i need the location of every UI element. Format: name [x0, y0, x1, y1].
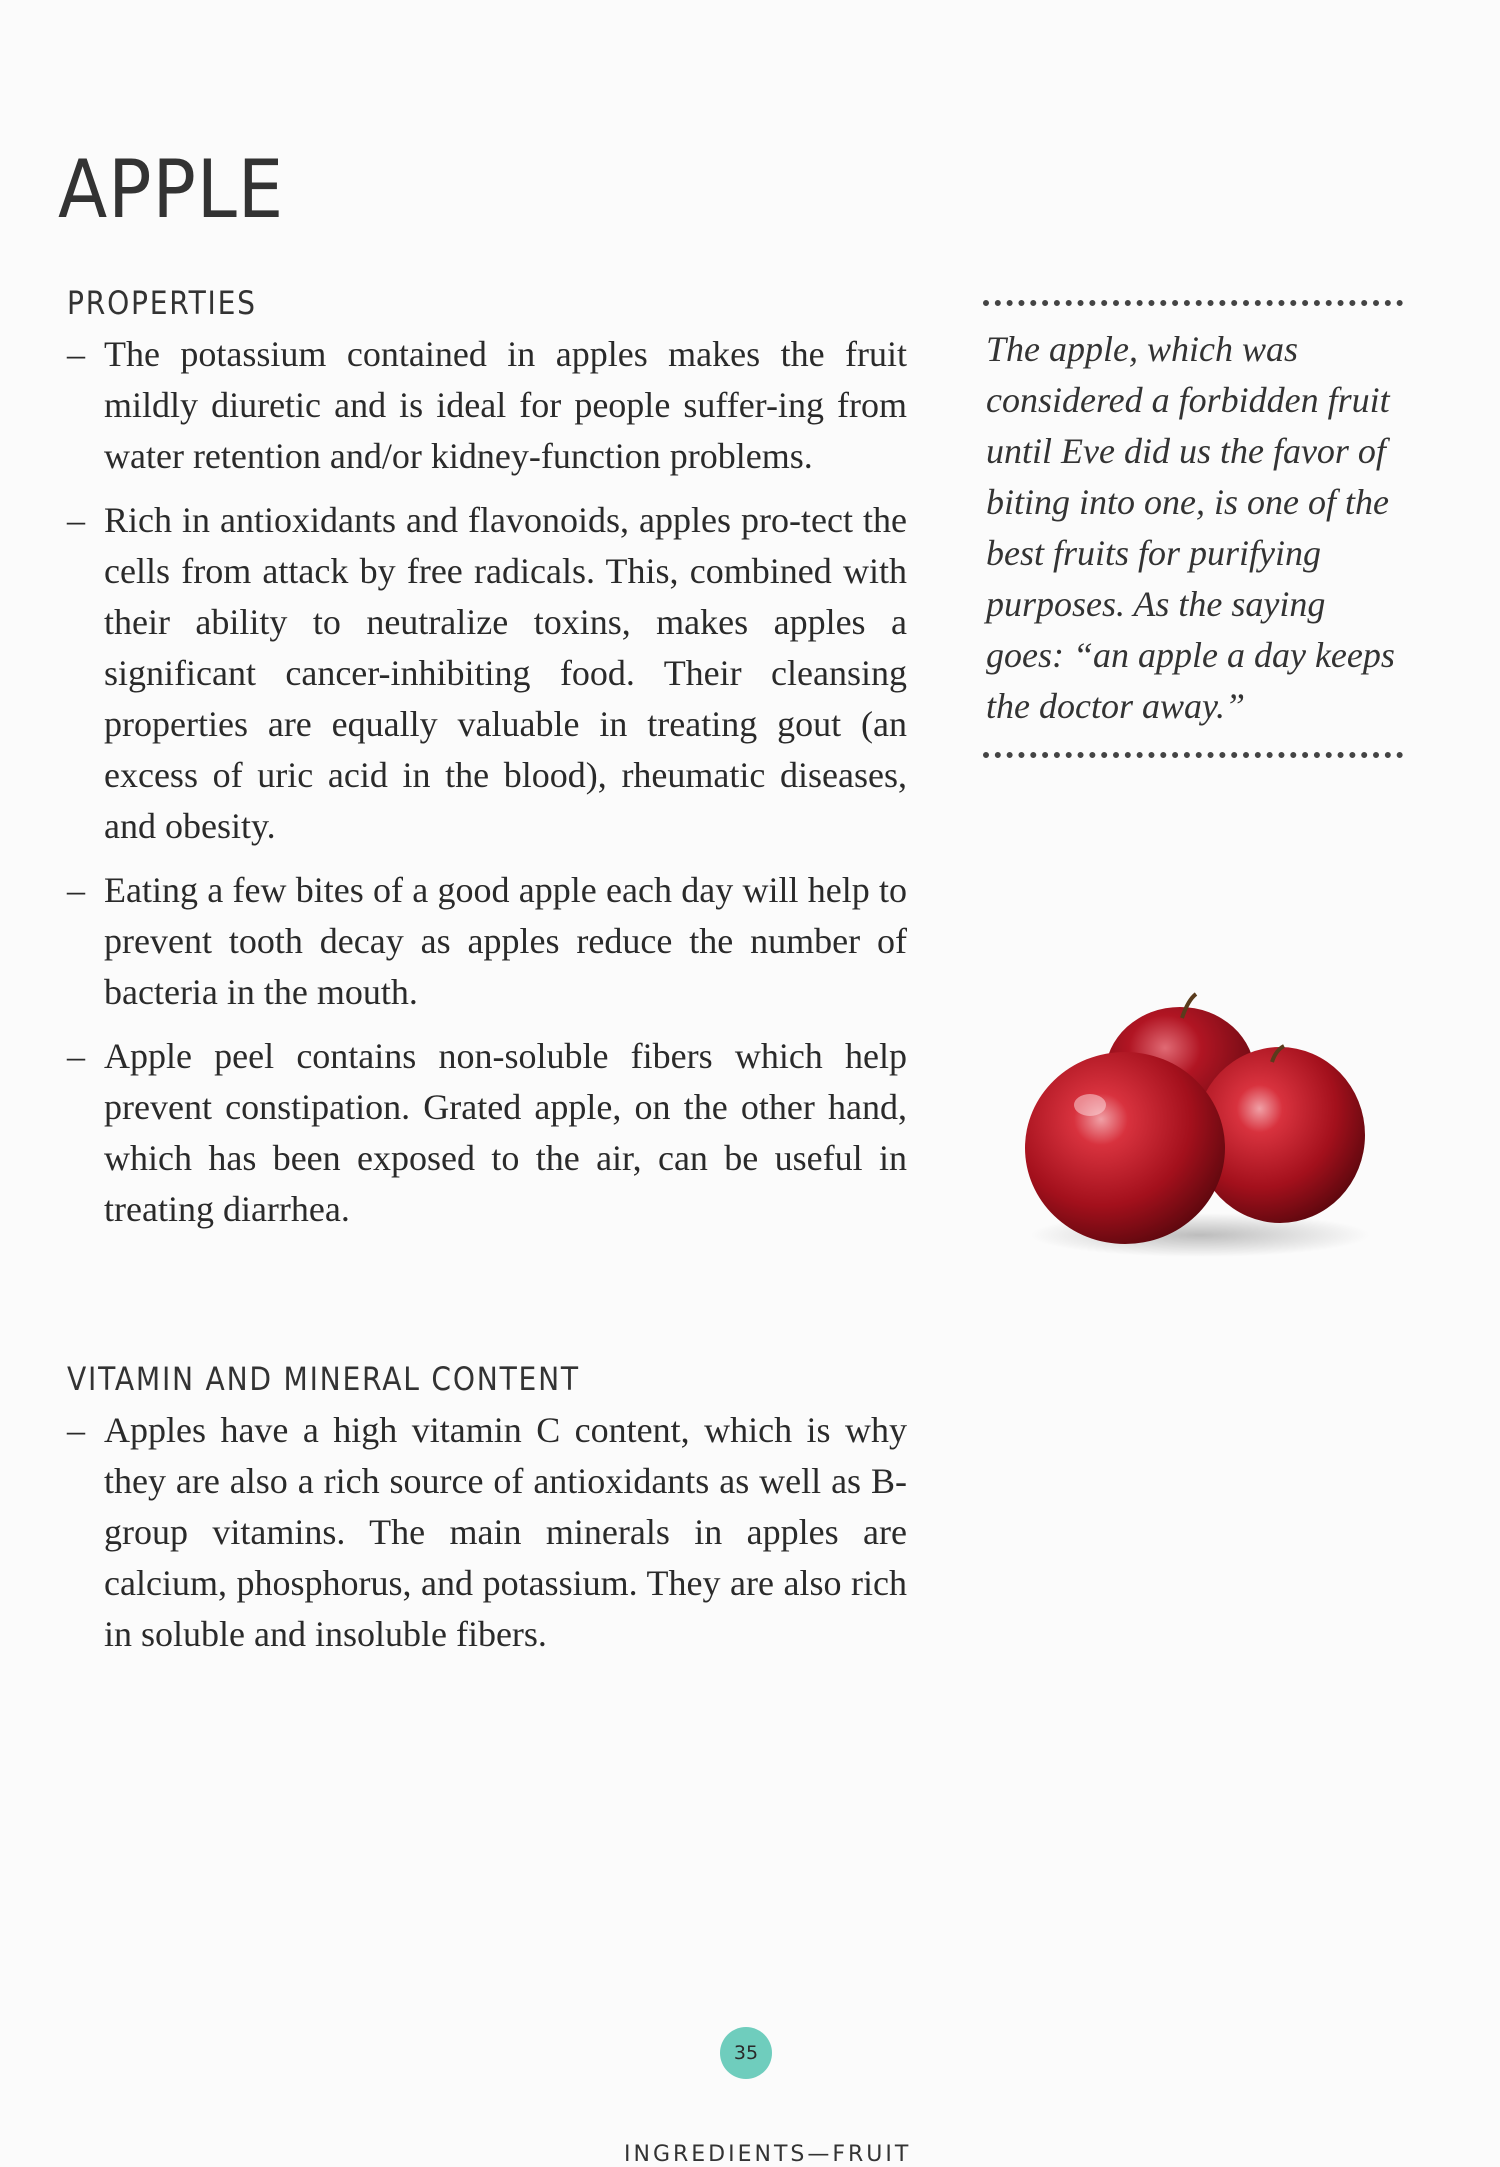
apples-photo: [1010, 990, 1390, 1260]
page-title: APPLE: [58, 143, 285, 236]
list-item: – Apples have a high vitamin C content, which is why they are also a rich source of antioxidants as well as B-group vitamins. The main minerals in apples are calcium, phosphorus, and potassium. They are also rich in soluble and insoluble fibers.: [67, 1410, 907, 1654]
quote-sidebar: [983, 300, 1403, 758]
apple-left: [1025, 1052, 1225, 1244]
list-item-text: The potassium contained in apples makes the fruit mildly diuretic and is ideal for people suffer-ing from water retention and/or kidney-function problems.: [104, 334, 907, 476]
list-item-text: Apple peel contains non-soluble fibers which help prevent constipation. Grated apple, on the other hand, which has been exposed to the air, can be useful in treating diarrhea.: [104, 1036, 907, 1229]
list-item-text: Rich in antioxidants and flavonoids, apples pro-tect the cells from attack by free radicals. This, combined with their ability to neutralize toxins, makes apples a significant cancer-inhibiting food. Their cleansing properties are equally valuable in treating gout (an excess of uric acid in the blood), rheumatic diseases, and obesity.: [104, 500, 907, 846]
list-item-text: Apples have a high vitamin C content, which is why they are also a rich source of antioxidants as well as B-group vitamins. The main minerals in apples are calcium, phosphorus, and potassium. They are also rich in soluble and insoluble fibers.: [104, 1410, 907, 1654]
properties-heading: PROPERTIES: [67, 284, 257, 322]
page-number-badge: 35: [720, 2027, 772, 2079]
vitamins-list: [67, 1405, 907, 1673]
list-item: – Rich in antioxidants and flavonoids, apples pro-tect the cells from attack by free radicals. This, combined with their ability to neutralize toxins, makes apples a significant cancer-inhibiting food. Their cleansing properties are equally valuable in treating gout (an excess of uric acid in the blood), rheumatic diseases, and obesity.: [67, 500, 907, 846]
properties-list: [67, 329, 907, 1248]
list-item: – Apple peel contains non-soluble fibers which help prevent constipation. Grated apple, on the other hand, which has been exposed to the air, can be useful in treating diarrhea.: [67, 1036, 907, 1229]
running-footer: INGREDIENTS—FRUIT: [624, 2142, 912, 2167]
apple-highlight: [1074, 1094, 1106, 1116]
list-item: – The potassium contained in apples makes the fruit mildly diuretic and is ideal for people suffer-ing from water retention and/or kidney-function problems.: [67, 334, 907, 476]
vitamins-heading: VITAMIN AND MINERAL CONTENT: [67, 1360, 580, 1398]
dotted-divider-bottom: [983, 752, 1403, 758]
pull-quote: The apple, which was considered a forbidden fruit until Eve did us the favor of biting into one, is one of the best fruits for purifying purposes. As the saying goes: “an apple a day keeps the doctor away.”: [986, 329, 1395, 726]
list-item-text: Eating a few bites of a good apple each day will help to prevent tooth decay as apples reduce the number of bacteria in the mouth.: [104, 870, 907, 1012]
list-item: – Eating a few bites of a good apple each day will help to prevent tooth decay as apples reduce the number of bacteria in the mouth.: [67, 870, 907, 1012]
